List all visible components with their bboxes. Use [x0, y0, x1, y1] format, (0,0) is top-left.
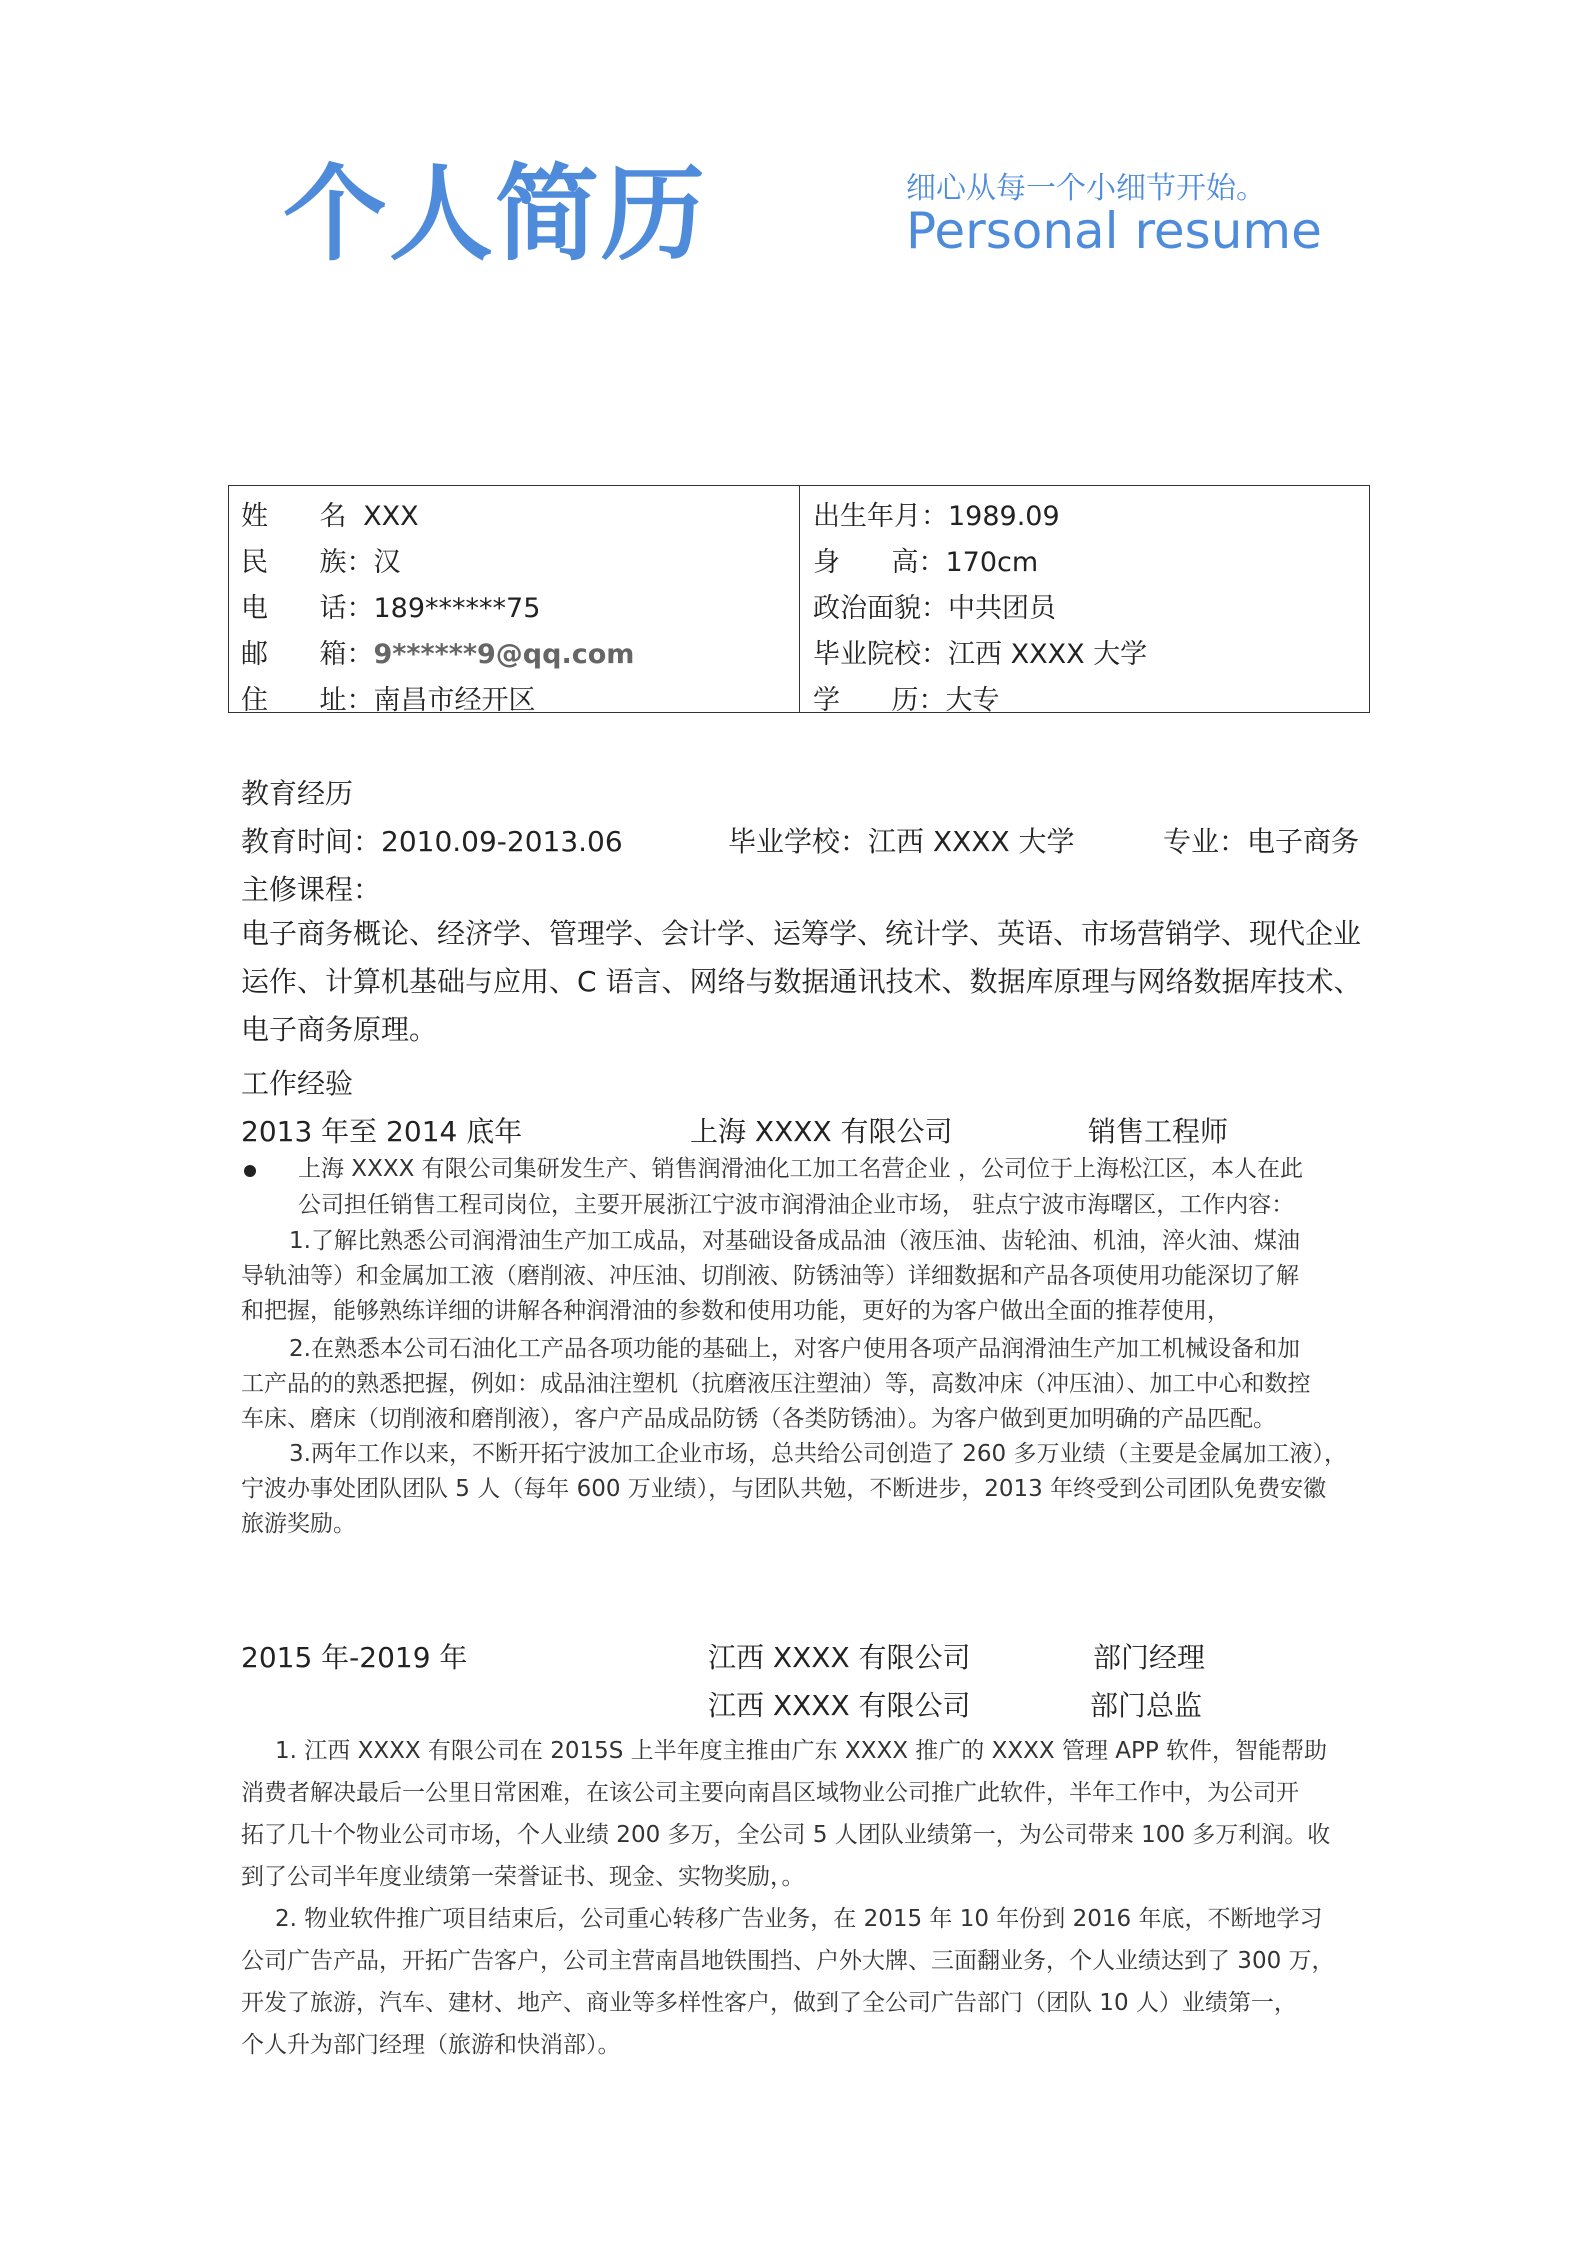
job1-intro-line: 上海 XXXX 有限公司集研发生产、销售润滑油化工加工名营企业 ，公司位于上海松江区，本人在此	[298, 1156, 1303, 1182]
paragraph-line: 和把握，能够熟练详细的讲解各种润滑油的参数和使用功能，更好的为客户做出全面的推荐使用，	[241, 1298, 1230, 1324]
info-label: 电 话：	[241, 593, 374, 624]
info-label: 学 历：	[813, 685, 946, 716]
paragraph-line: 开发了旅游，汽车、建材、地产、商业等多样性客户，做到了全公司广告部门（团队 10 人）业绩第一，	[241, 1990, 1297, 2016]
education-time: 教育时间：2010.09-2013.06	[241, 825, 623, 858]
job2-company-1: 江西 XXXX 有限公司	[708, 1641, 971, 1674]
courses-label: 主修课程：	[241, 873, 382, 906]
job1-paragraph-2	[241, 1332, 1381, 1437]
paragraph-line: 2.在熟悉本公司石油化工产品各项功能的基础上，对客户使用各项产品润滑油生产加工机械设备和加	[289, 1336, 1300, 1362]
paragraph-line: 工产品的的熟悉把握，例如：成品油注塑机（抗磨液压注塑油）等，高数冲床（冲压油）、加工中心和数控	[241, 1371, 1311, 1397]
info-email-row	[241, 632, 634, 671]
info-label: 邮 箱：	[241, 639, 374, 670]
paragraph-line: 2. 物业软件推广项目结束后，公司重心转移广告业务，在 2015 年 10 年份到 2016 年底，不断地学习	[275, 1906, 1323, 1932]
courses-text	[241, 910, 1371, 1054]
info-value: 大专	[945, 685, 1000, 716]
info-label: 出生年月：	[813, 501, 948, 532]
job1-paragraph-3	[241, 1437, 1381, 1542]
paragraph-line: 个人升为部门经理（旅游和快消部）。	[241, 2032, 621, 2058]
paragraph-line: 消费者解决最后一公里日常困难，在该公司主要向南昌区域物业公司推广此软件，半年工作中，为公司开	[241, 1780, 1299, 1806]
courses-line: 电子商务原理。	[241, 1013, 438, 1046]
info-address-row	[241, 678, 536, 717]
info-value: 南昌市经开区	[373, 685, 536, 716]
education-major: 专业：电子商务	[1163, 825, 1360, 858]
job2-position-1: 部门经理	[1093, 1641, 1206, 1674]
paragraph-line: 旅游奖励。	[241, 1511, 356, 1537]
info-school-row	[813, 632, 1147, 671]
info-political-row	[813, 586, 1056, 625]
bullet-dot	[244, 1165, 256, 1177]
education-heading: 教育经历	[241, 777, 354, 810]
info-label: 毕业院校：	[813, 639, 948, 670]
info-ethnicity-row	[241, 540, 401, 579]
job1-position: 销售工程师	[1088, 1115, 1229, 1148]
info-birth-row	[813, 494, 1060, 533]
info-value: XXX	[363, 501, 419, 532]
job2-period: 2015 年-2019 年	[241, 1641, 468, 1674]
info-value: 170cm	[945, 547, 1039, 578]
paragraph-line: 1. 江西 XXXX 有限公司在 2015S 上半年度主推由广东 XXXX 推广的 XXXX 管理 APP 软件，智能帮助	[275, 1738, 1328, 1764]
paragraph-line: 3.两年工作以来，不断开拓宁波加工企业市场，总共给公司创造了 260 多万业绩（主要是金属加工液），	[289, 1441, 1347, 1467]
info-value: 汉	[373, 547, 401, 578]
courses-line: 运作、计算机基础与应用、C 语言、网络与数据通讯技术、数据库原理与网络数据库技术、	[241, 965, 1362, 998]
work-heading: 工作经验	[241, 1067, 354, 1100]
job2-company-2: 江西 XXXX 有限公司	[708, 1689, 971, 1722]
info-value: 中共团员	[948, 593, 1056, 624]
job1-company: 上海 XXXX 有限公司	[690, 1115, 953, 1148]
paragraph-line: 公司广告产品，开拓广告客户，公司主营南昌地铁围挡、户外大牌、三面翻业务，个人业绩达到了 300 万，	[241, 1948, 1335, 1974]
job1-intro-line: 公司担任销售工程司岗位，主要开展浙江宁波市润滑油企业市场， 驻点宁波市海曙区，工作内容：	[298, 1192, 1295, 1218]
paragraph-line: 到了公司半年度业绩第一荣誉证书、现金、实物奖励，。	[241, 1864, 805, 1890]
slogan: 细心从每一个小细节开始。	[906, 171, 1266, 206]
info-label: 政治面貌：	[813, 593, 948, 624]
paragraph-line: 导轨油等）和金属加工液（磨削液、冲压油、切削液、防锈油等）详细数据和产品各项使用功能深切了解	[241, 1263, 1299, 1289]
job1-paragraph-1	[241, 1224, 1381, 1329]
paragraph-line: 1.了解比熟悉公司润滑油生产加工成品，对基础设备成品油（液压油、齿轮油、机油，淬火油、煤油	[289, 1228, 1300, 1254]
paragraph-line: 宁波办事处团队团队 5 人（每年 600 万业绩），与团队共勉，不断进步，2013 年终受到公司团队免费安徽	[241, 1476, 1327, 1502]
courses-line: 电子商务概论、经济学、管理学、会计学、运筹学、统计学、英语、市场营销学、现代企业	[241, 917, 1362, 950]
info-degree-row	[813, 678, 1000, 717]
info-label: 身 高：	[813, 547, 946, 578]
job1-period: 2013 年至 2014 底年	[241, 1115, 523, 1148]
resume-title-english: Personal resume	[906, 202, 1322, 260]
info-value: 江西 XXXX 大学	[948, 639, 1148, 670]
info-email-value: 9******9@qq.com	[373, 639, 635, 670]
info-phone-row	[241, 586, 540, 625]
education-school: 毕业学校：江西 XXXX 大学	[728, 825, 1075, 858]
table-divider	[799, 486, 800, 712]
info-value: 189******75	[373, 593, 541, 624]
job2-paragraph-1	[241, 1730, 1381, 1898]
paragraph-line: 车床、磨床（切削液和磨削液），客户产品成品防锈（各类防锈油）。为客户做到更加明确的产品匹配。	[241, 1406, 1276, 1432]
info-height-row	[813, 540, 1038, 579]
job2-position-2: 部门总监	[1090, 1689, 1203, 1722]
personal-info-table	[228, 485, 1370, 716]
info-label: 民 族：	[241, 547, 374, 578]
resume-title: 个人简历	[283, 153, 708, 275]
info-value: 1989.09	[948, 501, 1060, 532]
paragraph-line: 拓了几十个物业公司市场，个人业绩 200 多万，全公司 5 人团队业绩第一，为公司带来 100 多万利润。收	[241, 1822, 1331, 1848]
info-label: 住 址：	[241, 685, 374, 716]
info-label: 姓 名	[241, 501, 347, 532]
info-name-row	[241, 494, 419, 533]
job2-paragraph-2	[241, 1898, 1381, 2066]
